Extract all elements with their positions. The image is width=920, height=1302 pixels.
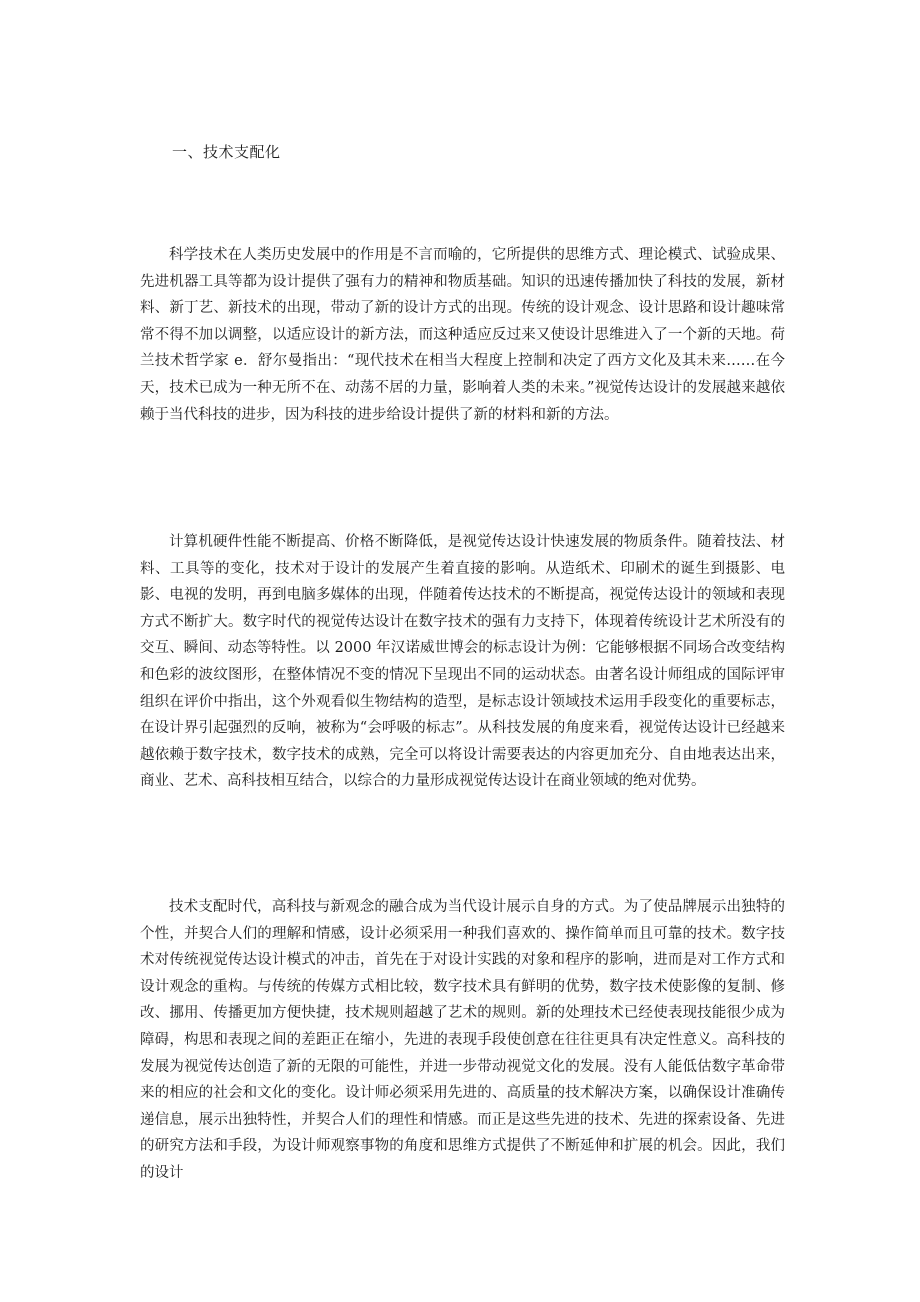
- paragraph-technology-progress: 科学技术在人类历史发展中的作用是不言而喻的，它所提供的思维方式、理论模式、试验成果、先进机器工具等都为设计提供了强有力的精神和物质基础。知识的迅速传播加快了科技的发展，新材料、新丁艺、新技术的出现，带动了新的设计方式的出现。传统的设计观念、设计思路和设计趣味常常不得不加以调整，以适应设计的新方法，而这种适应反过来又使设计思维进入了一个新的天地。荷兰技术哲学家 e．舒尔曼指出：“现代技术在相当大程度上控制和决定了西方文化及其未来……在今天，技术已成为一种无所不在、动荡不居的力量，影响着人类的未来。”视觉传达设计的发展越来越依赖于当代科技的进步，因为科技的进步给设计提供了新的材料和新的方法。: [140, 247, 785, 423]
- paragraph-computer-hardware: 计算机硬件性能不断提高、价格不断降低，是视觉传达设计快速发展的物质条件。随着技法、材料、工具等的变化，技术对于设计的发展产生着直接的影响。从造纸术、印刷术的诞生到摄影、电影、电视的发明，再到电脑多媒体的出现，伴随着传达技术的不断提高，视觉传达设计的领域和表现方式不断扩大。数字时代的视觉传达设计在数字技术的强有力支持下，体现着传统设计艺术所没有的交互、瞬间、动态等特性。以 2000 年汉诺威世博会的标志设计为例：它能够根据不同场合改变结构和色彩的波纹图形，在整体情况不变的情况下呈现出不同的运动状态。由著名设计师组成的国际评审组织在评价中指出，这个外观看似生物结构的造型，是标志设计领域技术运用手段变化的重要标志，在设计界引起强烈的反响，被称为“会呼吸的标志”。从科技发展的角度来看，视觉传达设计已经越来越依赖于数字技术，数字技术的成熟，完全可以将设计需要表达的内容更加充分、自由地表达出来，商业、艺术、高科技相互结合，以综合的力量形成视觉传达设计在商业领域的绝对优势。: [140, 534, 785, 790]
- section-heading: 一、技术支配化: [172, 143, 281, 161]
- paragraph-technology-dominance: 技术支配时代，高科技与新观念的融合成为当代设计展示自身的方式。为了使品牌展示出独特的个性，并契合人们的理解和情感，设计必须采用一种我们喜欢的、操作简单而且可靠的技术。数字技术对传统视觉传达设计模式的冲击，首先在于对设计实践的对象和程序的影响，进而是对工作方式和设计观念的重构。与传统的传媒方式相比较，数字技术具有鲜明的优势，数字技术使影像的复制、修改、挪用、传播更加方便快捷，技术规则超越了艺术的规则。新的处理技术已经使表现技能很少成为障碍，构思和表现之间的差距正在缩小，先进的表现手段使创意在往往更具有决定性意义。高科技的发展为视觉传达创造了新的无限的可能性，并进一步带动视觉文化的发展。没有人能低估数字革命带来的相应的社会和文化的变化。设计师必须采用先进的、高质量的技术解决方案，以确保设计准确传递信息，展示出独特性，并契合人们的理性和情感。而正是这些先进的技术、先进的探索设备、先进的研究方法和手段，为设计师观察事物的角度和思维方式提供了不断延伸和扩展的机会。因此，我们的设计: [140, 899, 785, 1181]
